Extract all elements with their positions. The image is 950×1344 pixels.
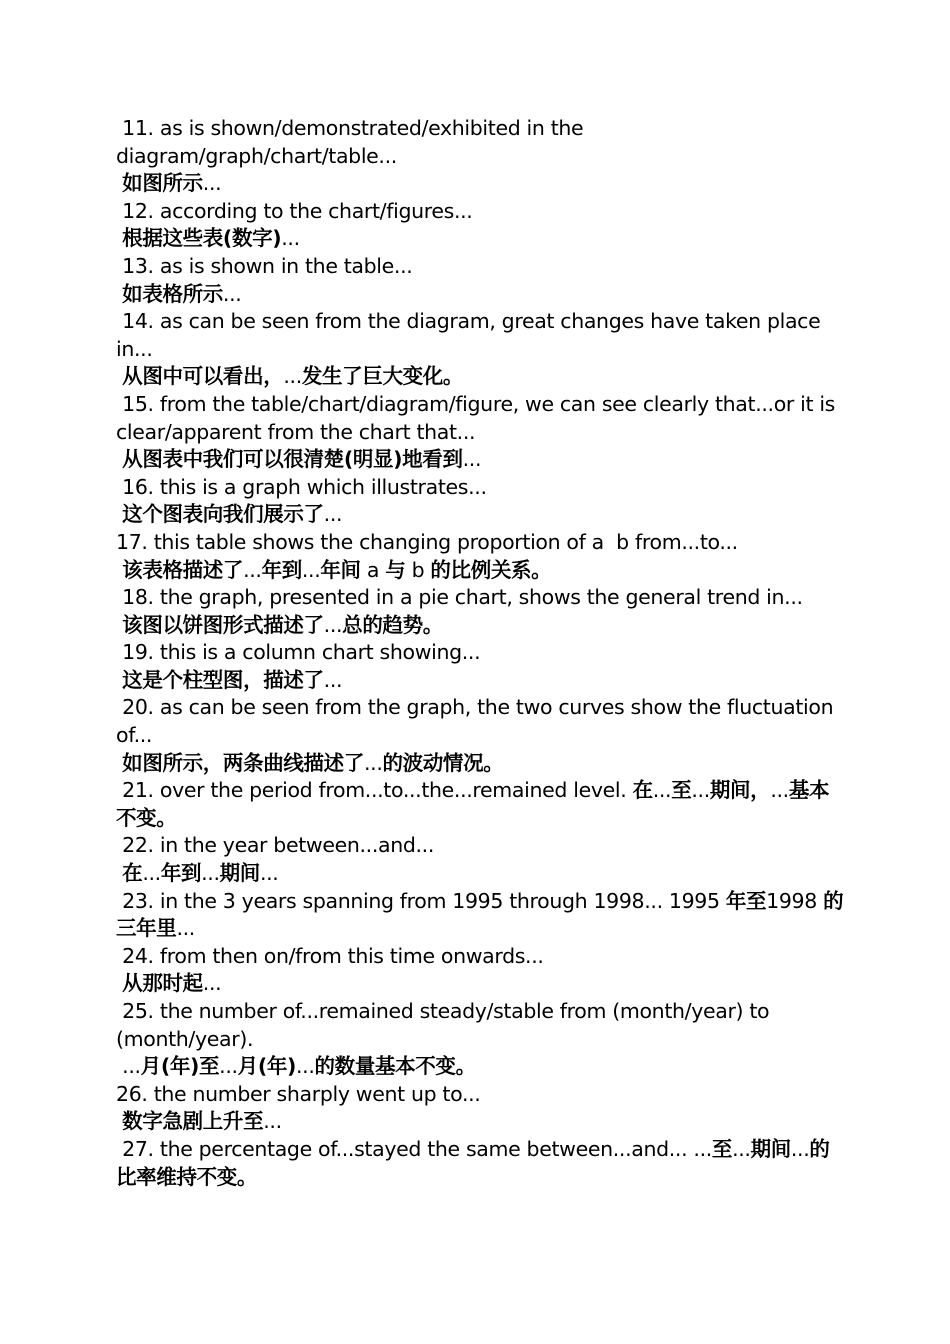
text-run: a	[360, 557, 386, 582]
text-run: ...	[462, 447, 482, 472]
text-run-bold: 根据这些表(数字)	[122, 226, 282, 251]
document-body	[116, 115, 846, 1191]
text-line: 19. this is a column chart showing...	[116, 640, 481, 665]
text-line	[116, 667, 846, 695]
text-line: 12. according to the chart/figures...	[116, 198, 473, 223]
text-run: ...	[243, 557, 262, 582]
text-run: ...	[142, 861, 161, 886]
text-run-bold: 的波动情况。	[382, 750, 504, 775]
text-line	[116, 970, 846, 998]
text-line: 17. this table shows the changing proportion of a b from...to...	[116, 529, 738, 554]
text-line	[116, 860, 846, 888]
text-run-bold: 与	[385, 557, 406, 582]
text-run-bold: 该图以饼图形式描述了	[122, 612, 324, 637]
text-run-bold: 总的趋势。	[342, 612, 443, 637]
text-run: ...	[263, 1109, 282, 1134]
text-run-bold: 年至	[725, 888, 767, 913]
text-run: ...	[301, 557, 321, 582]
text-run: ...	[283, 364, 302, 389]
text-run-bold: 如图所示，两条曲线描述了	[122, 750, 364, 775]
text-run-bold: 的比例关系。	[430, 557, 552, 582]
text-line	[116, 363, 846, 391]
text-run: 1998	[766, 888, 824, 913]
text-run-bold: 的数量基本不变。	[314, 1054, 476, 1079]
text-run: 23. in the 3 years spanning from 1995 through 1998... 1995	[116, 888, 726, 913]
text-line: 18. the graph, presented in a pie chart, shows the general trend in...	[116, 585, 803, 610]
text-line	[116, 446, 846, 474]
text-line: 24. from then on/from this time onwards...	[116, 943, 544, 968]
text-run-bold: 如图所示	[122, 171, 203, 196]
text-run: ...	[323, 612, 343, 637]
text-line: 14. as can be seen from the diagram, great changes have taken place in...	[116, 309, 827, 361]
text-run-bold: 期间，	[709, 778, 771, 803]
text-line: 25. the number of...remained steady/stable from (month/year) to (month/year).	[116, 999, 776, 1051]
text-line	[116, 281, 846, 309]
text-line: 16. this is a graph which illustrates...	[116, 474, 487, 499]
text-run: ...	[691, 778, 710, 803]
text-run-bold: 这是个柱型图，描述了	[122, 667, 324, 692]
text-line: 15. from the table/chart/diagram/figure, we can see clearly that...or it is clear/apparent from the chart that...	[116, 391, 842, 444]
text-line: 26. the number sharply went up to...	[116, 1081, 481, 1106]
text-run: ...	[176, 916, 195, 941]
text-run: ...	[363, 750, 383, 775]
text-run-bold: 从图中可以看出，	[122, 364, 284, 389]
text-run-bold: 年间	[320, 557, 361, 582]
text-line	[116, 225, 846, 253]
text-line	[116, 1108, 846, 1136]
text-line: 20. as can be seen from the graph, the two curves show the fluctuation of...	[116, 695, 840, 748]
text-run: ...	[202, 971, 222, 996]
text-run-bold: 在	[632, 778, 653, 803]
text-run-bold: 至	[671, 778, 692, 803]
text-run: ...	[202, 171, 222, 196]
text-run: ...	[732, 1136, 751, 1161]
text-run: ...	[222, 281, 242, 306]
text-run-bold: 期间	[750, 1136, 791, 1161]
text-run-bold: 如表格所示	[122, 281, 223, 306]
text-run-bold: 数字急剧上升至	[122, 1109, 264, 1134]
text-run: ...	[281, 226, 300, 251]
text-run: ...	[652, 778, 672, 803]
text-run: ...	[790, 1136, 810, 1161]
text-line	[116, 501, 846, 529]
text-run: ...	[116, 1054, 141, 1079]
text-run: b	[405, 557, 431, 582]
text-run-bold: 从图表中我们可以很清楚(明显)地看到	[122, 447, 463, 472]
text-run-bold: 的比率维持不变。	[116, 1136, 830, 1189]
text-run-bold: 在	[122, 861, 143, 886]
text-line	[116, 170, 846, 198]
text-run-bold: 该表格描述了	[122, 557, 244, 582]
text-run-bold: 发生了巨大变化。	[301, 364, 464, 389]
text-run: ...	[296, 1054, 315, 1079]
text-line: 13. as is shown in the table...	[116, 253, 413, 278]
text-run-bold: 期间	[219, 861, 260, 886]
text-run: ...	[219, 1054, 238, 1079]
text-run-bold: 至	[711, 1136, 733, 1161]
text-run-bold: 月(年)至	[140, 1054, 220, 1079]
text-run: ...	[201, 861, 220, 886]
text-line	[116, 750, 846, 778]
text-run: ...	[770, 778, 789, 803]
text-line: 11. as is shown/demonstrated/exhibited in the diagram/graph/chart/table...	[116, 116, 590, 168]
text-run-bold: 月(年)	[237, 1054, 297, 1079]
text-run-bold: 从那时起	[122, 971, 203, 996]
text-run: 27. the percentage of...stayed the same between...and... ...	[116, 1136, 712, 1161]
text-run-bold: 基本不变。	[116, 778, 830, 830]
text-run-bold: 年到	[160, 861, 202, 886]
text-run: 21. over the period from...to...the...remained level.	[116, 778, 633, 803]
text-run-bold: 这个图表向我们展示了	[122, 502, 324, 527]
text-line	[116, 557, 846, 585]
text-line	[116, 1053, 846, 1081]
text-run-bold: 年到	[261, 557, 302, 582]
text-run-bold: 的三年里	[116, 888, 844, 941]
text-line: 22. in the year between...and...	[116, 833, 435, 858]
text-run: ...	[323, 502, 343, 527]
text-line	[116, 888, 846, 943]
text-line	[116, 1136, 846, 1191]
text-run: ...	[323, 667, 343, 692]
text-line	[116, 777, 846, 832]
text-line	[116, 612, 846, 640]
text-run: ...	[259, 861, 279, 886]
